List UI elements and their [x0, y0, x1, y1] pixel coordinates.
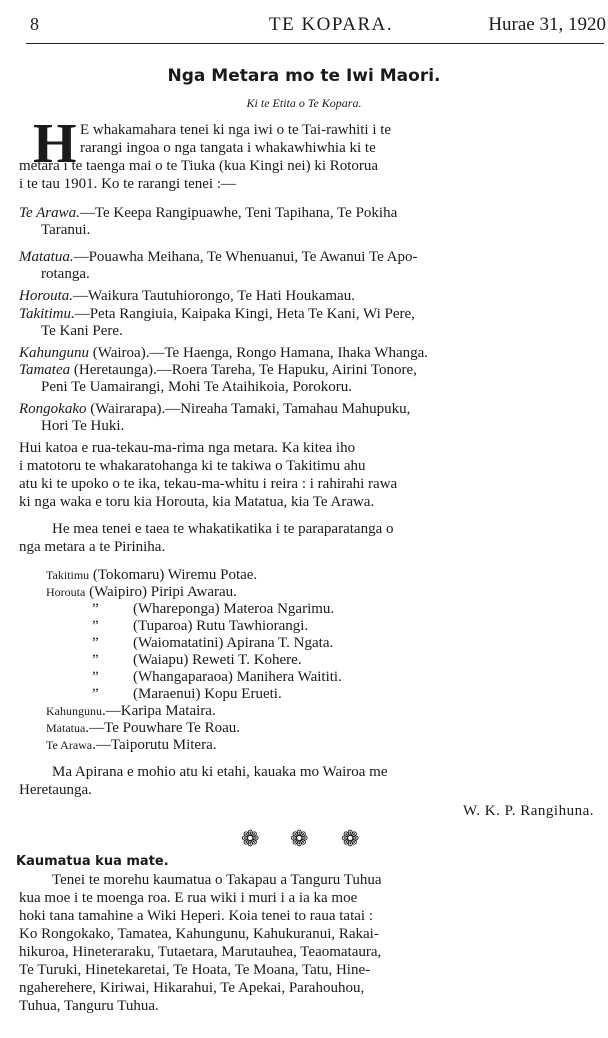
medal-list-item: [46, 567, 257, 584]
ditto-mark: ”: [92, 652, 99, 668]
medal-list-item: [46, 720, 240, 737]
obituary-line: hikuroa, Hineteraraku, Tutaetara, Marutauhea, Teaomataura,: [19, 944, 382, 960]
tribe-members: —Te Keepa Rangipuawhe, Teni Tapihana, Te Pokiha: [79, 205, 398, 221]
tribe-entry-cont: Peni Te Uamairangi, Mohi Te Ataihikoia, Porokoru.: [41, 379, 353, 395]
article-title: Nga Metara mo te Iwi Maori.: [167, 66, 441, 86]
tribe-name: Horouta.: [19, 288, 74, 304]
list-lead: Takitimu: [46, 568, 90, 582]
ditto-mark: ”: [92, 669, 99, 685]
intro-line: i te tau 1901. Ko te rarangi tenei :—: [19, 176, 237, 192]
obituary-line: hoki tana tamahine a Wiki Heperi. Koia tenei to raua tatai :: [19, 908, 373, 924]
tribe-entry: [19, 362, 417, 379]
ditto-mark: ”: [92, 635, 99, 651]
tribe-name: Rongokako: [19, 401, 87, 417]
list-text: .—Taiporutu Mitera.: [92, 737, 217, 753]
medal-list-item: [92, 669, 99, 686]
tribe-members: (Wairoa).—Te Haenga, Rongo Hamana, Ihaka Whanga.: [89, 345, 429, 361]
paragraph-line: atu ki te upoko o te ika, tekau-ma-whitu i reira : i rahirahi rawa: [19, 476, 398, 492]
obituary-line: Te Turuki, Hinetekaretai, Te Hoata, Te Moana, Tatu, Hine-: [19, 962, 371, 978]
ornament-icon: ❁: [290, 826, 309, 851]
tribe-members: —Waikura Tautuhiorongo, Te Hati Houkamau.: [73, 288, 355, 304]
tribe-name: Takitimu.: [19, 306, 75, 322]
ditto-mark: ”: [92, 601, 99, 617]
obituary-heading: Kaumatua kua mate.: [16, 854, 169, 869]
ornament-icon: ❁: [341, 826, 360, 851]
newspaper-title: TE KOPARA.: [269, 14, 394, 35]
tribe-entry: [19, 345, 428, 362]
medal-list-item: [92, 686, 99, 703]
intro-line: metara i te taenga mai o te Tiuka (kua Kingi nei) ki Rotorua: [19, 158, 379, 174]
intro-line: E whakamahara tenei ki nga iwi o te Tai-rawhiti i te: [80, 122, 392, 138]
medal-list-item: [46, 703, 216, 720]
list-text: (Waiapu) Reweti T. Kohere.: [133, 652, 302, 668]
paragraph-line: nga metara a te Piriniha.: [19, 539, 166, 555]
list-text: (Whangaparaoa) Manihera Waititi.: [133, 669, 342, 685]
paragraph-line: He mea tenei e taea te whakatikatika i te paraparatanga o: [52, 521, 394, 537]
tribe-name: Matatua.: [19, 249, 74, 265]
tribe-name: Te Arawa.: [19, 205, 80, 221]
ditto-mark: ”: [92, 686, 99, 702]
tribe-members: —Peta Rangiuia, Kaipaka Kingi, Heta Te Kani, Wi Pere,: [74, 306, 415, 322]
paragraph-line: ki nga waka e toru kia Horouta, kia Matatua, kia Te Arawa.: [19, 494, 375, 510]
obituary-line: kua moe i te moenga roa. E rua wiki i muri i a ia ka moe: [19, 890, 358, 906]
list-text: (Waiomatatini) Apirana T. Ngata.: [133, 635, 334, 651]
tribe-entry: [19, 205, 397, 222]
tribe-members: —Pouawha Meihana, Te Whenuanui, Te Awanui Te Apo-: [73, 249, 418, 265]
list-text: (Maraenui) Kopu Erueti.: [133, 686, 282, 702]
header-rule: [26, 43, 604, 44]
list-lead: Matatua: [46, 721, 86, 735]
medal-list-item: [92, 618, 99, 635]
tribe-entry-cont: Hori Te Huki.: [41, 418, 125, 434]
obituary-line: ngaherehere, Kiriwai, Hikarahui, Te Apekai, Parahouhou,: [19, 980, 365, 996]
list-text: (Waipiro) Piripi Awarau.: [85, 584, 237, 600]
obituary-line: Tenei te morehu kaumatua o Takapau a Tanguru Tuhua: [52, 872, 382, 888]
tribe-members: (Heretaunga).—Roera Tareha, Te Hapuku, Airini Tonore,: [70, 362, 417, 378]
medal-list-item: [92, 601, 99, 618]
tribe-name: Tamatea: [19, 362, 71, 378]
intro-line: rarangi ingoa o nga tangata i whakawhiwhia ki te: [80, 140, 376, 156]
tribe-entry: [19, 306, 415, 323]
list-text: .—Karipa Mataira.: [102, 703, 216, 719]
obituary-line: Ko Rongokako, Tamatea, Kahungunu, Kahukuranui, Rakai-: [19, 926, 379, 942]
list-text: (Tokomaru) Wiremu Potae.: [89, 567, 258, 583]
tribe-entry-cont: Te Kani Pere.: [41, 323, 123, 339]
paragraph-line: Hui katoa e rua-tekau-ma-rima nga metara. Ka kitea iho: [19, 440, 356, 456]
list-text: (Tuparoa) Rutu Tawhiorangi.: [133, 618, 309, 634]
ditto-mark: ”: [92, 618, 99, 634]
medal-list-item: [46, 584, 237, 601]
list-lead: Kahungunu: [46, 704, 102, 718]
paragraph-line: i matotoru te whakaratohanga ki te takiwa o Takitimu ahu: [19, 458, 366, 474]
tribe-members: (Wairarapa).—Nireaha Tamaki, Tamahau Mahupuku,: [86, 401, 411, 417]
article-byline: Ki te Etita o Te Kopara.: [246, 96, 362, 110]
list-text: (Whareponga) Materoa Ngarimu.: [133, 601, 335, 617]
tribe-entry: [19, 288, 355, 305]
obituary-line: Tuhua, Tanguru Tuhua.: [19, 998, 159, 1014]
list-lead: Horouta: [46, 585, 86, 599]
paragraph-line: Heretaunga.: [19, 782, 92, 798]
medal-list-item: [92, 652, 99, 669]
tribe-entry: [19, 249, 417, 266]
page-header: [26, 14, 608, 38]
signature: W. K. P. Rangihuna.: [462, 803, 594, 819]
medal-list-item: [92, 635, 99, 652]
list-text: .—Te Pouwhare Te Roau.: [85, 720, 241, 736]
drop-cap: H: [33, 113, 77, 175]
issue-date: Hurae 31, 1920: [488, 14, 606, 35]
paragraph-line: Ma Apirana e mohio atu ki etahi, kauaka mo Wairoa me: [52, 764, 388, 780]
medal-list-item: [46, 737, 216, 754]
list-lead: Te Arawa: [46, 738, 93, 752]
tribe-entry-cont: rotanga.: [41, 266, 90, 282]
ornament-icon: ❁: [241, 826, 260, 851]
tribe-entry-cont: Taranui.: [41, 222, 91, 238]
tribe-name: Kahungunu: [19, 345, 90, 361]
page-number: 8: [30, 14, 39, 34]
tribe-entry: [19, 401, 410, 418]
